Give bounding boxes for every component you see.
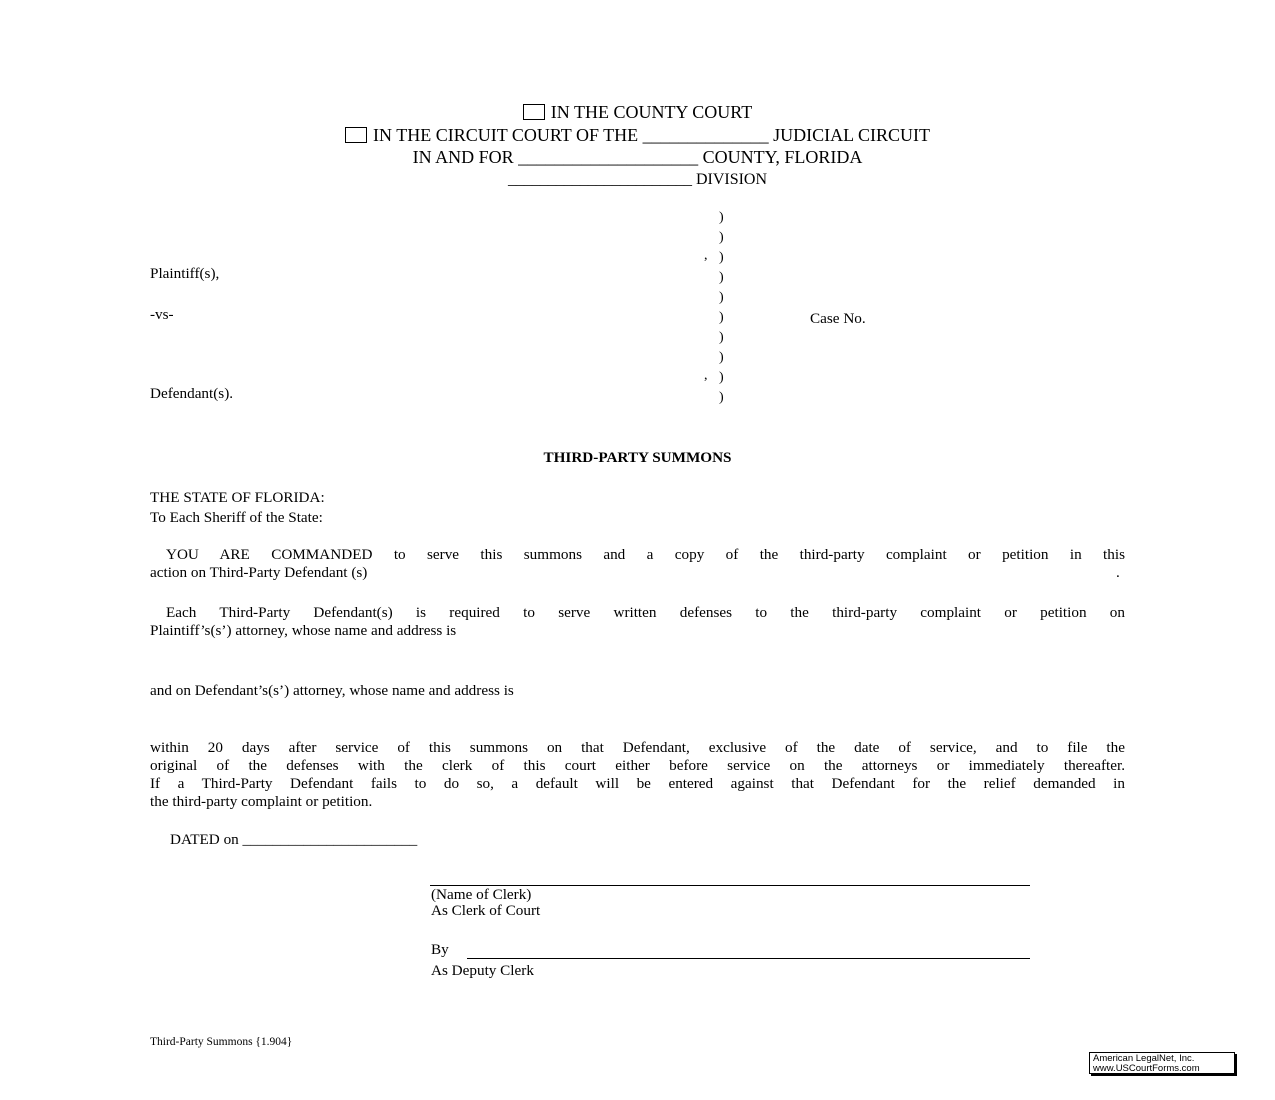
defendant-comma: , bbox=[704, 368, 708, 383]
by-label: By bbox=[431, 941, 449, 958]
defendant-attorney-line: and on Defendant’s(s’) attorney, whose name and address is bbox=[150, 682, 514, 699]
circuit-court-checkbox[interactable] bbox=[345, 127, 367, 143]
commanded-line bbox=[150, 564, 1125, 582]
defenses-line: Each Third-Party Defendant(s) is required to serve written defenses to the third-party complaint or petition on bbox=[166, 604, 1125, 621]
case-number-label: Case No. bbox=[810, 310, 866, 327]
county-court-checkbox[interactable] bbox=[523, 104, 545, 120]
commanded-period: . bbox=[1116, 564, 1120, 581]
caption-paren: ) bbox=[719, 310, 724, 325]
caption-paren: ) bbox=[719, 210, 724, 225]
caption-paren: ) bbox=[719, 350, 724, 365]
as-deputy-label: As Deputy Clerk bbox=[431, 962, 534, 979]
caption-paren: ) bbox=[719, 250, 724, 265]
within-line: the third-party complaint or petition. bbox=[150, 793, 373, 810]
plaintiff-comma: , bbox=[704, 248, 708, 263]
third-party-defendant-label: action on Third-Party Defendant (s) bbox=[150, 564, 368, 581]
as-clerk-label: As Clerk of Court bbox=[431, 902, 541, 919]
division-line: _______________________ DIVISION bbox=[507, 171, 768, 188]
plaintiffs-label: Plaintiff(s), bbox=[150, 265, 220, 282]
defenses-paragraph bbox=[150, 604, 1125, 640]
within-line: original of the defenses with the clerk of this court either before service on the attorneys or immediately thereafter. bbox=[150, 757, 1125, 774]
caption-paren: ) bbox=[719, 230, 724, 245]
within-line: If a Third-Party Defendant fails to do so, a default will be entered against that Defendant for the relief demanded in bbox=[150, 775, 1125, 792]
county-florida-line: IN AND FOR ____________________ COUNTY, FLORIDA bbox=[412, 147, 863, 167]
defendants-label: Defendant(s). bbox=[150, 385, 234, 402]
county-court-line bbox=[0, 101, 1275, 123]
commanded-paragraph bbox=[150, 546, 1125, 582]
document-title: THIRD-PARTY SUMMONS bbox=[543, 449, 732, 466]
form-identifier: Third-Party Summons {1.904} bbox=[150, 1036, 293, 1048]
caption-paren: ) bbox=[719, 330, 724, 345]
caption-parentheses bbox=[719, 208, 733, 408]
vs-label: -vs- bbox=[150, 306, 174, 323]
dated-on-line: DATED on _______________________ bbox=[170, 831, 418, 848]
publisher-stamp bbox=[1089, 1052, 1235, 1074]
to-each-sheriff: To Each Sheriff of the State: bbox=[150, 509, 323, 526]
within-20-days-paragraph bbox=[150, 739, 1125, 811]
within-line: within 20 days after service of this summons on that Defendant, exclusive of the date of service, and to file the bbox=[150, 739, 1125, 756]
county-court-label: IN THE COUNTY COURT bbox=[550, 102, 753, 122]
state-of-florida: THE STATE OF FLORIDA: bbox=[150, 489, 325, 506]
stamp-company: American LegalNet, Inc. bbox=[1093, 1053, 1195, 1064]
caption-paren: ) bbox=[719, 290, 724, 305]
caption-paren: ) bbox=[719, 370, 724, 385]
circuit-court-label: IN THE CIRCUIT COURT OF THE ______________ JUDICIAL CIRCUIT bbox=[373, 125, 930, 145]
name-of-clerk-label: (Name of Clerk) bbox=[431, 886, 532, 903]
commanded-line: YOU ARE COMMANDED to serve this summons and a copy of the third-party complaint or petition in this bbox=[166, 546, 1125, 563]
circuit-court-line bbox=[0, 124, 1275, 146]
deputy-signature-line[interactable] bbox=[467, 958, 1030, 959]
stamp-website: www.USCourtForms.com bbox=[1093, 1063, 1200, 1074]
caption-paren: ) bbox=[719, 270, 724, 285]
defenses-line: Plaintiff’s(s’) attorney, whose name and address is bbox=[150, 622, 457, 639]
caption-paren: ) bbox=[719, 390, 724, 405]
